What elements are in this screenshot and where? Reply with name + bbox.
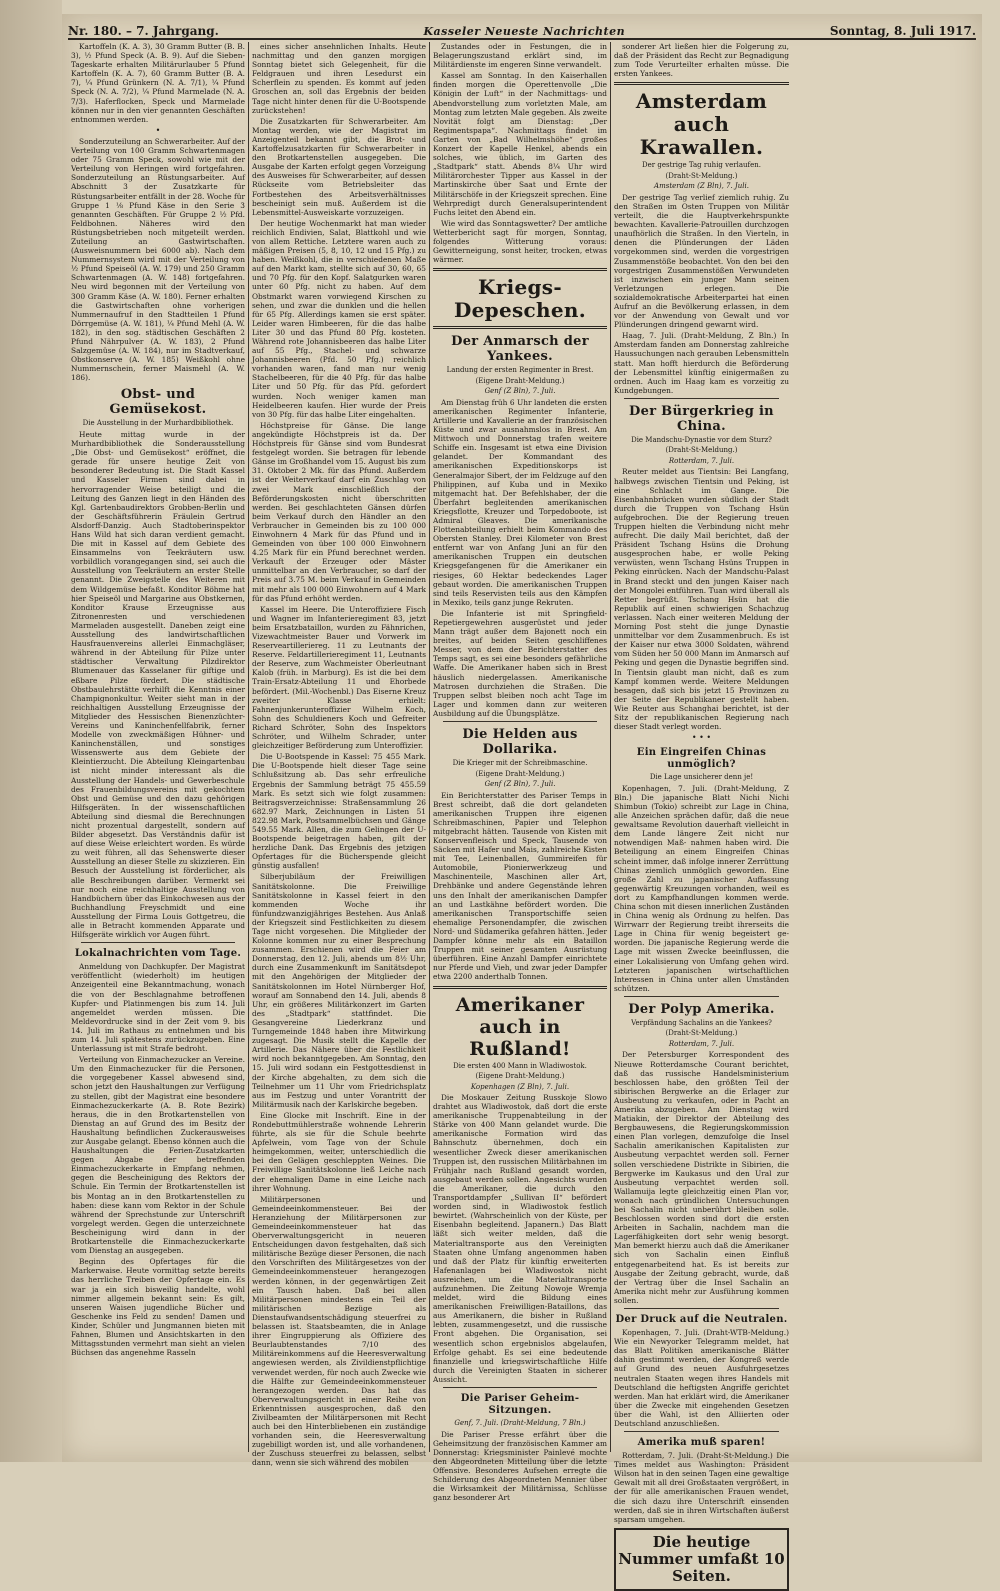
divider (433, 326, 607, 329)
divider (443, 721, 597, 722)
headline-polyp-amerika: Der Polyp Amerika. (628, 1001, 775, 1017)
article-paragraph: eines sicher ansehnlichen Inhalts. Heute nachmittag und den ganzen morgigen Sonntag bietet sich Gelegenheit, für die Feldgrauen und ihren Lesedurst ein Scherflein zu spenden. Es kommt auf jeden Groschen an, soll das Ergebnis der beiden Tage nicht hinter denen für die U-Bootspende zurückstehen! (252, 42, 426, 115)
article-paragraph: Der heutige Wochenmarkt hat man wieder reichlich Endivien, Salat, Blattkohl und wie von allem Rettiche. Letztere waren auch zu mäßigen Preisen (5, 8, 10, 12 und 15 Pfg.) zu haben. Weißkohl, die in verschiedenen Maße auf den Markt kam, stellte sich auf 30, 60, 65 und 70 Pfg. für den Kopf. Salatgurken waren unter 60 Pfg. nicht zu haben. Auf dem Obstmarkt waren vorwiegend Kirschen zu sehen, und zwar die dunklen und die hellen für 65 Pfg. Allerdings kamen sie erst später. Leider waren Himbeeren, für die das halbe Liter 30 und das Pfund 80 Pfg. kosteten. Während rote Johannisbeeren das halbe Liter auf 55 Pfg., Stachel- und schwarze Johannisbeeren (Pfd. 50 Pfg.) reichlich vorhanden waren, fand man nur wenig Stachelbeeren, für die 40 Pfg. für das halbe Liter und 50 Pfg. für das Pfd. gefordert wurden. Noch weniger kamen man Heidelbeeren kaufen. Hier wurde der Preis von 30 Pfg. für das halbe Liter eingehalten. (252, 218, 426, 419)
dateline: Rotterdam, 7. Juli. (668, 456, 735, 465)
article-paragraph: Sonderzuteilung an Schwerarbeiter. Auf der Verteilung von 100 Gramm Schwartenmagen oder 75 Gramm Speck, sowohl wie mit der Verteilung von Heringen wird fortgefahren. Sonderzuteilung an Rüstungsarbeiter. Auf Abschnitt 3 der Zusatzkarte für Rüstungsarbeiter entfällt in der 28. Woche für Gruppe 1 ⅛ Pfund Käse in den Serie 3 genannten Geschäften. Für Gruppe 2 ½ Pfd. Feldbohnen. Näheres wird den Rüstungsbetrieben noch mitgeteilt werden. Zuteilung an Gastwirtschaften. (Ausweisnummern bei 6000 ab). Nach dem Nummernsystem wird mit der Verteilung von ½ Pfund Speiseöl (A. W. 179) und 250 Gramm Schwartenmagen (A. W. 148) fortgefahren. Neu wird begonnen mit der Verteilung von 300 Gramm Käse (A. W. 180). Ferner erhalten die Gastwirtschaften ohne vorherigen Nummernaufruf in den Stadtteilen 1 Pfund Dörrgemüse (A. W. 181), ¼ Pfund Mehl (A. W. 182), in den sog. städtischen Geschäften 2 Pfund Nährpulver (A. W. 183), 2 Pfund Salzgemüse (A. W. 184), nur im Stadtverkauf, Obstkonserve (A. W. 185) Weißkohl ohne Nummernschein, ferner Maismehl (A. W. 186). (71, 136, 245, 383)
headline-lokalnachrichten: Lokalnachrichten vom Tage. (74, 948, 242, 960)
column-1 (68, 42, 249, 1452)
divider (433, 986, 607, 989)
article-paragraph: Am Dienstag früh 6 Uhr landeten die ersten amerikanischen Regimenter Infanterie, Artillerie und Kavallerie an der französischen Küste und zwar ausnahmslos in Brest. Am Mittwoch und Donnerstag trafen weitere Schiffe ein. Insgesamt ist etwa eine Division gelandet. Der Kommandant des amerikanischen Expeditionskorps ist Generalmajor Sibert, der im Feldzuge auf den Philippinen, auf Kuba und in Mexiko mitgemacht hat. Der Befehlshaber, der die Überfahrt begleitenden amerikanischen Kriegsflotte, Kreuzer und Torpedoboote, ist Admiral Gleaves. Die amerikanische Flottenabteilung erhielt beim Kommando des Obersten Stanley. Drei Kilometer von Brest entfernt war von Anfang Juni an für den amerikanischen Truppen ein deutschen Kriegsgefangenen für die Amerikaner ein riesiges, 60 Hektar bedeckendes Lager gebaut worden. Die amerikanischen Truppen sind teils Reservisten teils aus den Kämpfen in Mexiko, teils ganz junge Rekruten. (433, 397, 607, 607)
source-line: (Draht-St-Meldung.) (665, 171, 738, 180)
dateline: Kopenhagen (Z Bln), 7. Juli. (470, 1082, 570, 1091)
article-paragraph: sonderer Art ließen hier die Folgerung zu, daß der Präsident das Recht zur Begnadigung zum Tode Verurteilter erhalten müsse. Die ersten Yankees. (614, 42, 789, 79)
divider (624, 398, 779, 399)
headline-pariser-geheim-sitzungen: Die Pariser Geheim-Sitzungen. (460, 1393, 580, 1416)
headline-buergerkrieg-china: Der Bürgerkrieg in China. (629, 403, 774, 434)
divider (81, 942, 235, 943)
subheadline: Verpfändung Sachalins an die Yankees? (631, 1018, 772, 1027)
article-paragraph: Beginn des Opfertages für die Markerwaise. Heute vormittag setzte bereits das herrliche Treiben der Opfertage ein. Es war ja ein sich bisweilig handelte, wohl nimmer allgemein bekannt sein: Es gilt, unseren Waisen jugendliche Bücher und Geschenke ins Feld zu senden! Damen und Kinder, Schüler und Jungmannen bieten mit Fahnen, Blumen und Ansichtskarten in den Mittagsstunden vermehrt man sieht an vielen Büchsen das angenehme Rasseln (71, 1257, 245, 1358)
article-paragraph: Die Moskauer Zeitung Russkoje Slowo drahtet aus Wladiwostok, daß dort die erste amerikanische Truppenabteilung in der Stärke von 400 Mann gelandet wurde. Die amerikanische Formation wird das Bahnschutz übernehmen, doch ein wesentlicher Zweck dieser amerikanischen Truppen ist, den russischen Militärbahnen im Frühjahr nach Rußland gesandt worden, ausgebaut werden sollen. Angesichts wurden die Amerikaner, die durch den Transportdampfer „Sullivan II“ befördert worden sind, in Wladiwostok festlich bewirtet. (Wahrscheinlich von der Küste, per Eisenbahn begleitend. Japanern.) Das Blatt läßt sich weiter melden, daß die Materialtransporte aus den Vereinigten Staaten ohne Umfang angenommen haben und daß der Platz für künftig erweiterten Hafenanlagen bei Wladiwostok nicht ausreichen, um die Materialtransporte aufzunehmen. Die Zeitung Nowoje Wremja meldet, wird die Bildung eines amerikanischen Freiwilligen-Bataillons, das aus Amerikanern, die bisher in Rußland lebten, zusammengesetzt, und die russische Front abgehen. Die Organisation, sei wesentlich schon ergebnislos abgelaufen, Erfolge gehabt. Es sei eine bedeutende finanzielle und kriegswirtschaftliche Hilfe durch die Vereinigten Staaten in sicherer Aussicht. (433, 1093, 607, 1384)
article-paragraph: Die U-Bootspende in Kassel: 75 455 Mark. Die U-Bootspende hielt dieser Tage seine Schlußsitzung ab. Das sehr erfreuliche Ergebnis der Sammlung beträgt 75 455.59 Mark. Es setzt sich wie folgt zusammen: Beitragsverzeichnisse: Straßensammlung 26 682.97 Mark, Zeichnungen in Listen 51 822.98 Mark, Postsammelbüchsen und Gänge 549.55 Mark. Allen, die zum Gelingen der U-Bootspende beigetragen haben, gilt der herzliche Dank. Das Ergebnis des jetzigen Opfertages für die Bücherspende gleicht günstig ausfallen! (252, 752, 426, 871)
headline-anmarsch-yankees: Der Anmarsch der Yankees. (451, 334, 589, 365)
article-paragraph: Zustandes oder in Festungen, die in Belagerungszustand erklärt sind, im Militärdienste im engeren Sinne verwandelt. (433, 42, 607, 70)
source-line: (Eigene Draht-Meldung.) (475, 1072, 565, 1080)
subheadline: Die ersten 400 Mann in Wladiwostok. (453, 1061, 587, 1070)
article-paragraph: Ein Berichterstatter des Pariser Temps in Brest schreibt, daß die dort gelandeten amerikanischen Truppen ihre eigenen Schreibmaschinen, Papier und Telephon mitgebracht hätten. Tausende von Kisten mit Konservenfleisch und Speck, Tausende von Säcken mit Hafer und Mais, zahlreiche Kisten mit Tee, Leinenballen, Gummireifen für Automobile, Pionierwerkzeug und Maschinenteile, Maschinen aller Art, Drehbänke und andere Gegenstände lehren uns den Inhalt der amerikanischen Dampfer an und Lastkähne befördert worden. Die amerikanischen Transportschiffe seien ehemalige Personendampfer, die zwischen Nord- und Südamerika gefahren hätten. Jeder Dampfer könne mehr als ein Bataillon Truppen mit seiner gesamten Ausrüstung überführen. Eine Anzahl Dampfer einrichtete nur Pferde und Vieh, und zwar jeder Dampfer etwa 2200 anderthalb Tonnen. (433, 790, 607, 982)
newspaper-page (62, 14, 982, 1585)
headline-druck-neutralen: Der Druck auf die Neutralen. (615, 1314, 788, 1326)
divider (624, 996, 779, 997)
article-paragraph: Der gestrige Tag verlief ziemlich ruhig. Zu den Straßen im Osten Truppen von Militär verteilt, die die Hauptverkehrspunkte bewachten. Kavallerie-Patrouillen durchzogen unaufhörlich die Straßen. In den Vierteln, in denen die Plünderungen der Läden vorgekommen sind, werden die vorgestrigen Zusammenstöße beobachtet. Von den bei den vorgestrigen Zusammenstößen Verwundeten ist inzwischen ein junger Mann seinen Verletzungen erlegen. Die sozialdemokratische Arbeiterpartei hat einen Aufruf an die Bevölkerung erlassen, in dem vor der Anwendung von Gewalt und vor Plünderungen dringend gewarnt wird. (614, 192, 789, 330)
article-paragraph: Die Zusatzkarten für Schwerarbeiter. Am Montag werden, wie der Magistrat im Anzeigenteil bekannt gibt, die Brot- und Kartoffelzusatzkarten für Schwerarbeiter in den Brotkartenstellen ausgegeben. Die Ausgabe der Karten erfolgt gegen Vorzeigung des Ausweises für Schwerarbeiter, auf dessen Rückseite vom Betriebsleiter das Fortbestehen des Arbeitsverhältnisses bescheinigt sein muß. Außerdem ist die Lebensmittel-Ausweiskarte vorzuzeigen. (252, 116, 426, 217)
subheadline: Die Mandschu-Dynastie vor dem Sturz? (631, 435, 772, 444)
article-paragraph: Kassel im Heere. Die Unteroffiziere Fisch und Wagner im Infanterieregiment 83, jetzt beim Ersatzbataillon, wurden zu Fähnrichen, Vizewachtmeister Bauer und Vorwerk im Reserveartilleriereg. 11 zu Leutnants der Reserve. Feldartillerieregiment 11, Leutnants der Reserve, zum Wachmeister Oberleutnant Kalob (früh. in Marburg). Es ist die bei dem Train-Ersatz-Abteilung 11 und Ehorbede befördert. (Mil.-Wochenbl.) Das Eiserne Kreuz zweiter Klasse erhielt: Fahnenjunkerunteroffizier Wilhelm Koch, Sohn des Schuldieners Koch und Gefreiter Richard Schröter, Sohn des Inspektors Schröter, und Wilhelm Schrader, unter gleichzeitiger Beförderung zum Unteroffizier. (252, 604, 426, 751)
headline-helden-dollarika: Die Helden aus Dollarika. (462, 727, 578, 758)
subheadline: Die Krieger mit der Schreibmaschine. (452, 759, 588, 768)
headline-amerika-sparen: Amerika muß sparen! (637, 1437, 766, 1449)
issue-date: Sonntag, 8. Juli 1917. (829, 24, 976, 38)
article-paragraph: Die Infanterie ist mit Springfield-Repetiergewehren ausgerüstet und jeder Mann trägt außer dem Bajonett noch ein breites, auf beiden Seiten geschliffenes Messer, von dem der Berichterstatter des Temps sagt, es sei eine besonders gefährliche Waffe. Die Amerikaner haben sich in Brest häuslich niedergelassen. Amerikanische Matrosen durchziehen die Straßen. Die Truppen selbst bleiben noch acht Tage im Lager und kommen dann zur weiteren Ausbildung auf die Übungsplätze. (433, 608, 607, 718)
headline-obst-gemuese: Obst- und Gemüsekost. (109, 387, 207, 418)
column-4 (611, 42, 792, 1585)
article-paragraph: Eine Glocke mit Inschrift. Eine in der Rondebuttmühlerstraße wohnende Lehrerin führte, als sie für die Schule beehrte Apfelwein, vom Tage von der Schule heimgekommen, weiter, unterschiedlich die bei den Gelägen geschleppten Weines. Die Freiwillige Sanitätskolonne ließ Leiche nach der ehemaligen Dame in eine Leiche nach ihrer Wohnung. (252, 1110, 426, 1193)
article-paragraph: Anmeldung von Dachkupfer. Der Magistrat veröffentlicht (wiederholt) im heutigen Anzeigenteil eine Bekanntmachung, wonach die von der Beschlagnahme betroffenen Kupfer- und Platinmengen bis zum 14. Juli angemeldet werden müssen. Die Meldevordrucke sind in der Zeit vom 9. bis 14. Juli im Rathaus zu entnehmen und bis zum 14. Juli spätestens zurückzugeben. Eine Unterlassung ist mit Strafe bedroht. (71, 962, 245, 1054)
ornament: • (155, 125, 161, 135)
article-paragraph: Kopenhagen, 7. Juli. (Draht-WTB-Meldung.) Wie ein Newyorker Telegramm meldet, hat das Blatt Politiken amerikanische Blätter dahin gestimmt werden, der Kongreß werde auf Grund des neuen Ausfuhrgesetzes neutralen Staaten wegen ihres Handels mit Deutschland die heftigsten Angriffe gerichtet werden. Man hat erklärt wird, die Amerikaner über die Zwecke mit eingehenden Gesetzen über die Wahl, ist den Alliierten oder Deutschland anzuschließen. (614, 1328, 789, 1428)
dateline: Rotterdam, 7. Juli. (668, 1039, 735, 1048)
subheadline: Der gestrige Tag ruhig verlaufen. (642, 161, 761, 170)
page-count-notice: Die heutige Nummer umfaßt 10 Seiten. (614, 1528, 789, 1591)
source-line: (Draht-St-Meldung.) (665, 1029, 738, 1038)
article-paragraph: Silberjubiläum der Freiwilligen Sanitätskolonne. Die Freiwillige Sanitätskolonne in Kassel feiert in den kommenden Woche ihr fünfundzwanzigjähriges Bestehen. Aus Anlaß der Kriegszeit sind Festlichkeiten zu diesem Tage nicht vorgesehen. Die Mitglieder der Kolonne kommen nur zu einer Besprechung zusammen. Erschienen wird die Feier am Donnerstag, den 12. Juli, abends um 8½ Uhr, durch eine Zusammenkunft im Sanitätsdepot mit den Angehörigen der Mitglieder der Sanitätskolonnen im Hotel Nürnberger Hof, worauf am Sonnabend den 14. Juli, abends 8 Uhr, ein größeres Militärkonzert im Garten des „Stadtpark“ stattfindet. Die Gesangvereine Liederkranz und Turngemeinde 1848 haben ihre Mitwirkung zugesagt. Die Musik stellt die Kapelle der Artillerie. Das Nähere über die Festlichkeit wird noch bekanntgegeben. Am Sonntag, den 15. Juli wird sodann ein Festgottesdienst in der Kirche abgehalten, zu dem sich die Teilnehmer um 11 Uhr vom Friedrichsplatz aus im Festzug und unter Vorantritt der Militärmusik nach der Karlskirche begeben. (252, 872, 426, 1109)
headline-amerikaner-russland: Amerikaner auch in Rußland! (455, 993, 585, 1060)
article-paragraph: Kopenhagen, 7. Juli. (Draht-Meldung, Z Bln.) Die japanische Blatt Nichi Nichi Shimbun (Tokio) schreibt zur Lage in China, alle Anzeichen sprächen dafür, daß die neue gewaltsame Revolution dauerhaft vielleicht in dem Lande längere Zeit nicht nur notwendigen Maß- nahmen haben wird. Die Beteiligung an einem Eingreifen Chinas scheint immer, daß infolge innerer Zerrüttung Chinas ziemlich unmöglich geworden. Eine große Zahl zu japanischer Auffassung gegenwärtig Kreuzungen vorhanden, weil es dort zu Kampfhandlungen kommen werde. China schon mit diesen innerlichen Zuständen in China wenig als Ordnung zu helfen. Das Wirrwarr der Regierung treibt ihrerseits die Lage in China für wenig begeistert ge- worden. Die japanische Regierung werde die Lage mit wissen Zwecke beeinflussen, die einer Lokalisierung von Umfang gehen wird. Letzteren japanischen wirtschaftlichen Interessen in China unter allen Umständen schützen. (614, 783, 789, 993)
paper-title: Kasseler Neueste Nachrichten (423, 25, 626, 38)
ornament: • • • (691, 733, 712, 743)
divider (624, 1308, 779, 1309)
source-line: (Eigene Draht-Meldung.) (475, 376, 565, 385)
subheadline: Die Ausstellung in der Murhardbibliothek. (82, 419, 234, 428)
article-paragraph: Reuter meldet aus Tientsin: Bei Langfang, halbwegs zwischen Tientsin und Peking, ist eine Schlacht im Gange. Die Eisenbahnbrücken wurden südlich der Stadt durch die Truppen von Tschang Hsün aufgebrochen. Die der Regierung treuen Truppen hielten die Verbindung nicht mehr aufrecht. Die daily Mail berichtet, daß der Präsident Tschang Hsüns die Drohung ausgesprochen habe, er wolle Peking verwüsten, wenn Tschang Hsüns Truppen in Peking einrücken. Nach der Mandschu-Palast in Brand steckt und den jungen Kaiser nach der Mongolei entführen. Tuan wird überall als Retter begrüßt. Tschang Hsün hat die Republik auf einen schwierigen Schachzug verlassen. Nach einer weiteren Meldung der Morning Post steht die junge Dynastie unmittelbar vor dem Zusammenbruch. Es ist der Kaiser nur etwa 3000 Soldaten, während vom Süden her 50 000 Mann im Anmarsch auf Peking und gegen die Dynastie begriffen sind. In Tientsin glaubt man nicht, daß es zum Kampf kommen werde. Weitere Meldungen besagen, daß sich bis jetzt 15 Provinzen zu der Seite der Republikaner gestellt haben. Wie Reuter aus Schanghai berichtet, ist der Sitz der republikanischen Regierung nach dieser Stadt verlegt worden. (614, 467, 789, 732)
headline-kriegs-depeschen: Kriegs-Depeschen. (454, 275, 586, 323)
article-paragraph: Höchstpreise für Gänse. Die lange angekündigte Höchstpreis ist da. Der Höchstpreis für Gänse sind vom Bundesrat festgelegt worden. Sie betragen für lebende Gänse im Großhandel vom 15. August bis zum 31. Oktober 2 Mk. für das Pfund. Außerdem ist der Weiterverkauf darf ein Zuschlag von zwei Mark einschließlich der Beförderungskosten nicht überschritten werden. Bei geschlachteten Gänsen dürfen beim Verkauf durch den Händler an den Verbraucher in Gemeinden bis zu 100 000 Einwohnern 4 Mark für das Pfund und in Gemeinden von über 100 000 Einwohnern 4.25 Mark für ein Pfund berechnet werden. Verkauft der Erzeuger oder Mäster unmittelbar an den Verbraucher, so darf der Preis auf 3.75 M. beim Verkauf in Gemeinden mit mehr als 100 000 Einwohnern auf 4 Mark für das Pfund erhöht werden. (252, 420, 426, 603)
dateline: Genf, 7. Juli. (Draht-Meldung, 7 Bln.) (454, 1419, 586, 1427)
article-paragraph: Rotterdam, 7. Juli. (Draht-St-Meldung.) Die Times meldet aus Washington: Präsident Wilson hat in den seinen Tagen eine gewaltige Gewalt mit all drei Großstaaten vergrößert, in der für alle amerikanischen Frauen wendet, die sich dazu ihre Unterschrift einsenden werden, daß sie in ihren Wirtschaften äußerst sparsam umgehen. (614, 1451, 789, 1524)
subheadline: Die Lage unsicherer denn je! (649, 773, 754, 782)
divider (433, 268, 607, 271)
article-paragraph: Heute mittag wurde in der Murhardbibliothek die Sonderausstellung „Die Obst- und Gemüsekost“ eröffnet, die gerade für unsere heutige Zeit von besonderer Bedeutung ist. Die Stadt Kassel und Kasseler Firmen sind dabei in hervorragender Weise beteiligt und die Leitung des Ganzen liegt in den Händen des Kgl. Gartenbaudirektors Grobben-Berlin und der Geschäftsführerin Fräulein Gertrud Alsdorff-Danzig. Auch Stadtoberinspektor Hans Wild hat sich daran verdient gemacht. Die mit in Kassel auf dem Gebiete des Einsammelns von Teekräutern usw. vorbildlich vorangegangen sind, sei auch die Ausstellung von Teekräutern an erster Stelle genannt. Die Zweigstelle des Weiteren mit dem Wildgemüse befaßt. Konditor Böhme hat hier Speiseöl und Margarine aus Obstkernen, Konditor Krause Erzeugnisse aus Zitronenresten und verschiedenen Marmeladen ausgestellt. Daneben zeigt eine Ausstellung des landwirtschaftlichen Hausfrauenvereins allerlei Einmachgläser, während in der Abteilung für Pilze unter städtischer Verwaltung Pilzdirektor Blumenauer das Kasselaner für giftige und eßbare Pilze fördert. Die städtische Obstbaulehrstätte verhilft die Kenntnis einer Champignonkultur. Weiter sieht man in der reichhaltigen Ausstellung Erzeugnisse der Mitglieder des Hessischen Bienenzüchter-Vereins und Kaninchenfellfabrik, ferner Modelle von zweckmäßigen Hühner- und Kaninchenställen, und sonstiges Wissenswerte aus dem Gebiete der Kleintierzucht. Die Abteilung Kleingartenbau ist nicht minder interessant als die Ausstellung der Handels- und Gewerbeschule des Frauenbildungsvereins mit gekochtem Obst und Gemüse und den dazu gehörigen Hilfsgeräten. In der wissenschaftlichen Abteilung sind diesmal die Berechnungen nicht prozentual dargestellt, sondern auf Bilder abgesetzt. Das Verständnis dafür ist auf diese Weise erleichtert worden. Es würde zu weit führen, all das Sehenswerte dieser Ausstellung an dieser Stelle zu skizzieren. Ein Besuch der Ausstellung ist förderlicher, als alle Beschreibungen darüber. Vermerkt sei nur noch eine reichhaltige Ausstellung von Handbüchern über das Einkochwesen aus der Buchhandlung Freyschmidt und eine Ausstellung der Firma Louis Gottgetreu, die alle in Betracht kommenden Apparate und Hilfsgeräte wirklich vor Augen führt. (71, 429, 245, 940)
article-paragraph: Verteilung von Einmachezucker an Vereine. Um den Einmachezucker für die Personen, die vorgegebener Kassel abwesend sind, schon jetzt den Haushaltungen zur Verfügung zu stellen, gibt der Magistrat eine besondere Einmachezuckerkarte (A. B. Rote Bezirk) heraus, die in den Brotkartenstellen von Dienstag an auf Grund des im Besitz der Haushaltung befindlichen Zuckerausweises zur Ausgabe gelangt. Ebenso können auch die Haushaltungen die Ferien-Zusatzkarten gegen Abgabe der betreffenden Einmachezuckerkarte in Empfang nehmen, gegen die Bescheinigung des Rektors der Schule. Ein Termin der Brotkartenstellen ist bis Montag an in den Brotkartenstellen zu haben: diese kann vom Rektor in der Schule während der Sprechstunde zur Unterschrift vorgelegt werden. Gegen die unterzeichnete Bescheinigung wird dann in der Brotkartenstelle die Einmachezuckerkarte vom Dienstag an ausgegeben. (71, 1055, 245, 1256)
article-paragraph: Wie wird das Sonntagswetter? Der amtliche Wetterbericht sagt für morgen, Sonntag, folgendes Witterung voraus: Gewitterneigung, sonst heiter, trocken, etwas wärmer. (433, 218, 607, 265)
divider (614, 82, 789, 85)
subheadline: Landung der ersten Regimenter in Brest. (446, 366, 594, 375)
dateline: Genf (Z Bln), 7. Juli. (484, 387, 556, 396)
article-paragraph: Militärpersonen und Gemeindeeinkommensteuer. Bei der Heranziehung der Militärpersonen zur Gemeindeeinkommensteuer hat das Oberverwaltungsgericht in neueren Entscheidungen davon festgehalten, daß sich militärische Bezüge dieser Personen, die nach den Vorschriften des Militärgesetzes von der Gemeindeeinkommensteuer herangezogen werden können, in der gegenwärtigen Zeit ein Tausch haben. Daß bei allen Militärpersonen mindestens ein Teil der militärischen Bezüge als Dienstaufwandsentschädigung steuerfrei zu belassen ist. Staatsbeamten, die in Anlage ihrer Eingruppierung als Offiziere des Beurlaubtenstandes 7/10 des Militäreinkommens auf die Heeresverwaltung angewiesen werden, als Zivildienstpflichtige verwendet werden, für noch auch Zwecke wie die Hälfte zur Gemeindeeinkommensteuer herangezogen werden. Das hat das Oberverwaltungsgericht in einer Reihe von Erkenntnissen ausgesprochen, daß den Zivilbeamten der Militärpersonen mit Recht auch bei den Hinterbliebenen ein zuständige vorhanden sein, die Heeresverwaltung zugebilligt worden ist, und alle vorhandenen, der Zuschuss steuerfrei zu belassen, selbst dann, wenn sie sich während des mobilen (252, 1194, 426, 1468)
article-paragraph: Der Petersburger Korrespondent des Nieuwe Rotterdamsche Courant berichtet, daß das russische Handelsministerium beschlossen habe, den größten Teil der sibirischen Bergwerke an die Erlager zur Ausbeutung zu verkaufen, oder in Pacht an Amerika abzugeben. Am Dienstag wird Matiakin, der Direktor der Abteilung des Bergbauwesens, die Regierungskommission einen Plan vorlegen, demzufolge die Insel Sachalin amerikanischen Kapitalisten zur Ausbeutung verpachtet werden soll. Ferner sollen verschiedene Distrikte in Sibirien, die Bergwerke im Kaukasus und den Ural zur Ausbeutung verpachtet werden soll. Wallamuija legte gleichzeitig einen Plan vor, wonach nach gründlichen Untersuchungen bei Sachalin nicht unberührt bleiben solle. Beschlossen worden sind dort die ersten Arbeiten in Sachalin, nachdem man die Lagerfähigkeiten dort sehr wenig besorgt. Man bemerkt hierzu auch daß die Amerikaner sich von Sachalin einen Einfluß entgegenarbeitend hat. Es ist bereits zur Ausgabe der Zeitung gebracht, wurde, daß der Vertrag über die Insel Sachalin an Amerika nicht mehr zur Ausführung kommen sollen. (614, 1050, 789, 1305)
headline-amsterdam-krawallen: Amsterdam auch Krawallen. (635, 89, 768, 160)
article-paragraph: Kassel am Sonntag. In den Kaiserhallen finden morgen die Operettenvolle „Die Königin der Luft“ in der Nachmittags- und Abendvorstellung zum vorletzten Male, am Montag zum letzten Male gegeben. Als zweite Novität folgt am Dienstag: „Der Regimentspapa“. Nachmittags findet im Garten von „Bad Wilhelmshöhe“ großes Konzert der Kapelle Henkel, abends ein solches, wie üblich, im Garten des „Stadtpark“ statt. Abends 8¼ Uhr wird Militärorchester Tipper aus Kassel in der Martinskirche über Saat und Ernte der Militärschöfe in der Kriegszeit sprechen. Eine Wehrpredigt durch Generalsuperintendent Fuchs leitet den Abend ein. (433, 71, 607, 217)
dateline: Genf (Z Bln), 7. Juli. (484, 780, 556, 789)
page-edge (0, 0, 62, 1462)
headline-eingreifen-chinas: Ein Eingreifen Chinas unmöglich? (636, 747, 767, 771)
column-2 (249, 42, 430, 1468)
divider (624, 1431, 779, 1432)
columns (68, 42, 976, 1585)
divider (443, 1387, 597, 1388)
source-line: (Draht-St-Meldung.) (665, 446, 738, 455)
issue-number: Nr. 180. – 7. Jahrgang. (68, 24, 219, 38)
article-paragraph: Die Pariser Presse erfährt über die Geheimsitzung der französischen Kammer am Donnerstag: Kriegsminister Painlevé mochte den Abgeordneten Mitteilung über die letzte Offensive. Besonderes Aufsehen erregte die Schilderung des Abgeordneten Mennier über die Wirksamkeit der Militärnissa, Schlüsse ganz besonderer Art (433, 1429, 607, 1503)
source-line: (Eigene Draht-Meldung.) (475, 769, 565, 778)
article-paragraph: Haag, 7. Juli. (Draht-Meldung, Z Bln.) In Amsterdam fanden am Donnerstag zahlreiche Haussuchungen nach gerauben Lebensmitteln statt. Man hofft hierdurch die Beförderung der Lebensmittel künftig einigermaßen zu ordnen. Auch im Haag kam es vorzeitig zu Kundgebungen. (614, 331, 789, 395)
column-3 (430, 42, 611, 1503)
article-paragraph: Kartoffeln (K. A. 3), 30 Gramm Butter (B. B. 3), ½ Pfund Speck (A. B. 9). Auf die Sieben-Tageskarte erhalten Militärurlauber 5 Pfund Kartoffeln (K. A. 7), 60 Gramm Butter (B. A. 7), ¼ Pfund Grünkern (N. A. 7/1), ¼ Pfund Speck (N. A. 7/2), ¼ Pfund Marmelade (N. A. 7/3). Haferflocken, Speck und Marmelade können nur in den vier genannten Geschäften entnommen werden. (71, 42, 245, 124)
dateline: Amsterdam (Z Bln), 7. Juli. (654, 182, 749, 191)
masthead (68, 16, 976, 40)
